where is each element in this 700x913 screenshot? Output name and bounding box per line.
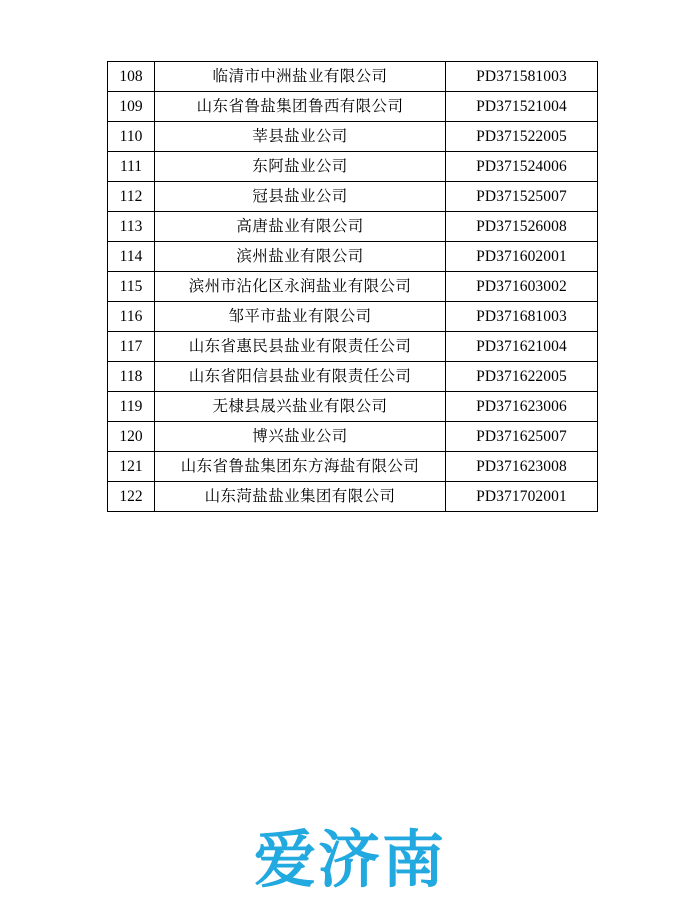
row-index: 121 xyxy=(108,452,155,482)
row-index: 119 xyxy=(108,392,155,422)
row-index: 113 xyxy=(108,212,155,242)
row-index: 120 xyxy=(108,422,155,452)
row-code: PD371525007 xyxy=(446,182,598,212)
row-code: PD371623008 xyxy=(446,452,598,482)
table-row xyxy=(108,242,598,272)
row-company-name: 山东省惠民县盐业有限责任公司 xyxy=(155,332,446,362)
row-company-name: 东阿盐业公司 xyxy=(155,152,446,182)
row-code: PD371621004 xyxy=(446,332,598,362)
table-row xyxy=(108,362,598,392)
row-code: PD371681003 xyxy=(446,302,598,332)
row-company-name: 滨州盐业有限公司 xyxy=(155,242,446,272)
table-row xyxy=(108,272,598,302)
table-row xyxy=(108,152,598,182)
watermark-logo-text: 爱济南 xyxy=(253,823,446,896)
row-code: PD371625007 xyxy=(446,422,598,452)
row-index: 110 xyxy=(108,122,155,152)
row-index: 114 xyxy=(108,242,155,272)
table-row xyxy=(108,302,598,332)
row-index: 112 xyxy=(108,182,155,212)
row-company-name: 冠县盐业公司 xyxy=(155,182,446,212)
watermark xyxy=(0,820,700,900)
row-index: 118 xyxy=(108,362,155,392)
row-company-name: 博兴盐业公司 xyxy=(155,422,446,452)
table-row xyxy=(108,482,598,512)
row-index: 108 xyxy=(108,62,155,92)
company-list-table xyxy=(107,61,598,512)
row-code: PD371623006 xyxy=(446,392,598,422)
table-row xyxy=(108,332,598,362)
row-index: 109 xyxy=(108,92,155,122)
row-code: PD371522005 xyxy=(446,122,598,152)
row-index: 122 xyxy=(108,482,155,512)
row-code: PD371602001 xyxy=(446,242,598,272)
row-company-name: 滨州市沾化区永润盐业有限公司 xyxy=(155,272,446,302)
table-row xyxy=(108,422,598,452)
table-body xyxy=(108,62,598,512)
table-row xyxy=(108,122,598,152)
row-code: PD371581003 xyxy=(446,62,598,92)
row-code: PD371524006 xyxy=(446,152,598,182)
row-code: PD371702001 xyxy=(446,482,598,512)
row-company-name: 邹平市盐业有限公司 xyxy=(155,302,446,332)
table-row xyxy=(108,182,598,212)
table-row xyxy=(108,92,598,122)
row-company-name: 山东菏盐盐业集团有限公司 xyxy=(155,482,446,512)
row-company-name: 高唐盐业有限公司 xyxy=(155,212,446,242)
row-index: 116 xyxy=(108,302,155,332)
row-index: 115 xyxy=(108,272,155,302)
row-code: PD371526008 xyxy=(446,212,598,242)
table-row xyxy=(108,212,598,242)
row-company-name: 山东省鲁盐集团鲁西有限公司 xyxy=(155,92,446,122)
table-row xyxy=(108,62,598,92)
table-row xyxy=(108,392,598,422)
row-company-name: 山东省鲁盐集团东方海盐有限公司 xyxy=(155,452,446,482)
row-index: 117 xyxy=(108,332,155,362)
row-code: PD371603002 xyxy=(446,272,598,302)
row-code: PD371521004 xyxy=(446,92,598,122)
row-company-name: 莘县盐业公司 xyxy=(155,122,446,152)
row-index: 111 xyxy=(108,152,155,182)
row-company-name: 无棣县晟兴盐业有限公司 xyxy=(155,392,446,422)
row-code: PD371622005 xyxy=(446,362,598,392)
table-row xyxy=(108,452,598,482)
row-company-name: 临清市中洲盐业有限公司 xyxy=(155,62,446,92)
row-company-name: 山东省阳信县盐业有限责任公司 xyxy=(155,362,446,392)
